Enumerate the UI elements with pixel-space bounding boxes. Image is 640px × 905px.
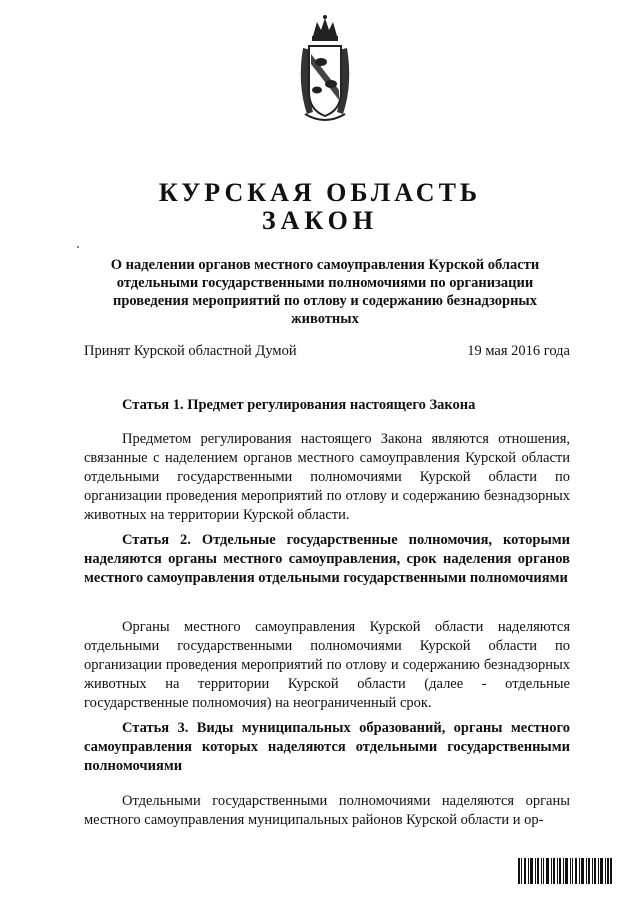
article-2-text: Органы местного самоуправления Курской области наделяются отдельными государственными полномочиями Курской области по организации проведения мероприятий по отлову и содержанию безнадзорных животных на территории Курской области (далее - отдельные государственные полномочия) на неограниченный срок.	[84, 619, 570, 711]
region-heading: КУРСКАЯ ОБЛАСТЬ	[158, 178, 482, 207]
article-3-heading: Статья 3. Виды муниципальных образований, органы местного самоуправления которых наделяются отдельными государственными полномочиями	[84, 720, 570, 774]
article-2-heading: Статья 2. Отдельные государственные полномочия, которыми наделяются органы местного самоуправления, срок наделения органов местного самоуправления отдельными государственными полномочиями	[84, 532, 570, 586]
article-3-text: Отдельными государственными полномочиями наделяются органы местного самоуправления муниципальных районов Курской области и ор-	[84, 793, 570, 828]
article-1-text: Предметом регулирования настоящего Закона являются отношения, связанные с наделением органов местного самоуправления Курской области отдельными государственными полномочиями Курской области по организации проведения мероприятий по отлову и содержанию безнадзорных животных на территории Курской области.	[84, 431, 570, 523]
law-title: О наделении органов местного самоуправления Курской области отдельными государственными полномочиями по организации проведения мероприятий по отлову и содержанию безнадзорных животных	[110, 257, 540, 327]
scan-speck	[77, 246, 79, 248]
adopted-by: Принят Курской областной Думой	[84, 343, 297, 359]
article-1-heading: Статья 1. Предмет регулирования настоящего Закона	[122, 397, 476, 413]
adoption-date: 19 мая 2016 года	[467, 343, 570, 359]
barcode-icon	[518, 858, 612, 884]
coat-of-arms-icon	[293, 14, 357, 124]
doc-type-heading: ЗАКОН	[261, 206, 379, 235]
